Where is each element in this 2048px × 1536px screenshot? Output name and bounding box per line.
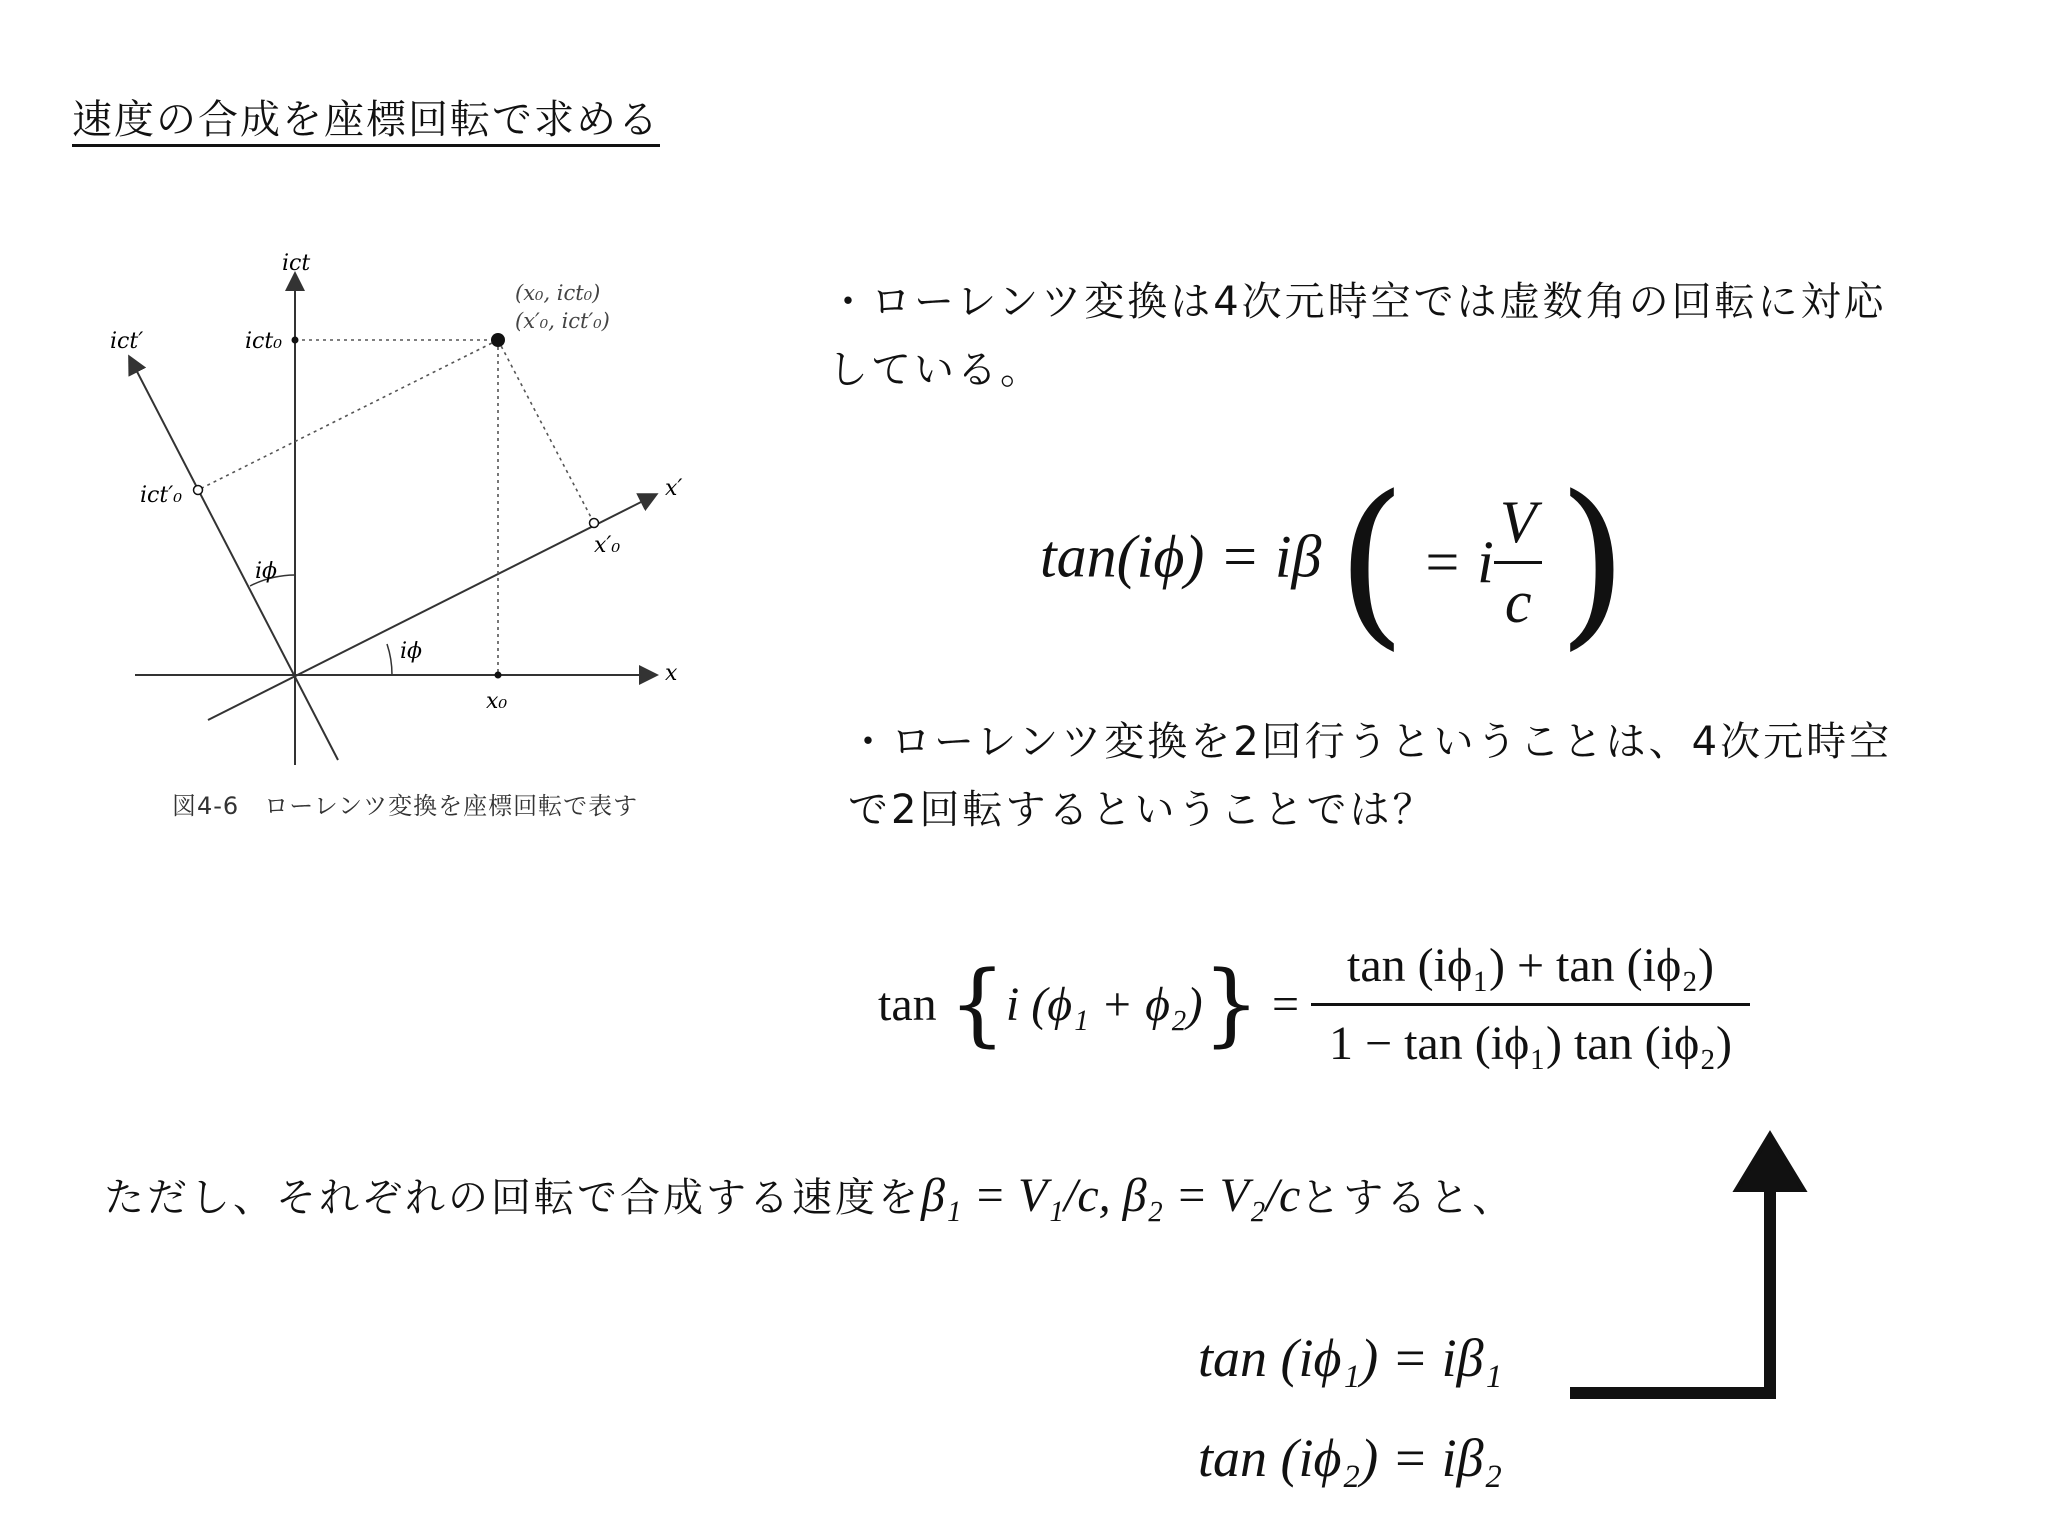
ictp0-label: ict′₀ xyxy=(140,483,183,508)
event-point xyxy=(491,333,505,347)
note-prefix: ただし、それぞれの回転で合成する速度を xyxy=(104,1175,921,1221)
eq2-lhs-inner: i (ϕ₁ + ϕ₂) xyxy=(1005,978,1203,1031)
eq3-line1: tan (iϕ₁) = iβ₁ xyxy=(1198,1328,1503,1388)
ict0-label: ict₀ xyxy=(245,329,283,354)
ict-axis-label: ict xyxy=(282,251,311,276)
angle-label-upper: iϕ xyxy=(255,559,278,584)
x-axis-label: x xyxy=(665,661,678,686)
eq1-fraction xyxy=(1494,488,1543,637)
xp-axis-line xyxy=(208,495,655,720)
eq2-fraction xyxy=(1311,938,1750,1071)
equation-1: tan(iϕ) = iβ ( = i $\frac{V}{c}$ ) xyxy=(1040,458,1628,667)
bullet-2-line2: で2回転するということでは？ xyxy=(848,787,1436,833)
note-suffix: とすると、 xyxy=(1300,1175,1516,1221)
note-line xyxy=(104,1166,1515,1223)
eq2-denominator: 1 − tan (iϕ₁) tan (iϕ₂) xyxy=(1329,1017,1732,1070)
xp0-label: x′₀ xyxy=(594,533,621,558)
ictp-axis-label: ict′ xyxy=(110,329,144,354)
note-math: β₁ = V₁/c, β₂ = V₂/c xyxy=(921,1169,1301,1222)
page-title: 速度の合成を座標回転で求める xyxy=(72,98,660,147)
ictp-axis-line xyxy=(130,358,338,760)
eq1-lhs: tan(iϕ) = iβ xyxy=(1040,523,1322,590)
bullet-1-line1: ・ローレンツ変換は4次元時空では虚数角の回転に対応 xyxy=(828,279,1887,325)
angle-label-lower: iϕ xyxy=(400,639,423,664)
arrow-up-icon xyxy=(1560,1130,1820,1410)
point-label-2: (x′₀, ict′₀) xyxy=(515,309,610,333)
eq1-numerator: V xyxy=(1494,488,1543,564)
eq3-line2: tan (iϕ₂) = iβ₂ xyxy=(1198,1428,1503,1488)
eq2-lhs: tan xyxy=(878,978,937,1031)
bullet-1 xyxy=(828,268,1887,404)
xp-axis-label: x′ xyxy=(665,476,683,501)
rotation-figure xyxy=(100,240,700,820)
point-label-1: (x₀, ict₀) xyxy=(515,281,601,305)
bullet-1-line2: している。 xyxy=(828,347,1043,393)
bullet-2-line1: ・ローレンツ変換を2回行うということは、4次元時空 xyxy=(848,719,1893,765)
figure-caption: 図4-6 ローレンツ変換を座標回転で表す xyxy=(172,792,639,820)
eq1-denominator: c xyxy=(1504,569,1532,635)
equation-3 xyxy=(1198,1308,1502,1508)
bullet-2 xyxy=(848,708,1892,844)
eq2-numerator: tan (iϕ₁) + tan (iϕ₂) xyxy=(1311,938,1750,1006)
x0-label: x₀ xyxy=(486,689,508,714)
equation-2: tan {i (ϕ₁ + ϕ₂)} = $\frac{\text{tan (iϕ₁) + tan (iϕ₂)}}{\text{1 − tan (iϕ₁) tan (iϕ₂)}}$ xyxy=(878,938,1750,1071)
eq1-inner: = i xyxy=(1421,529,1494,595)
